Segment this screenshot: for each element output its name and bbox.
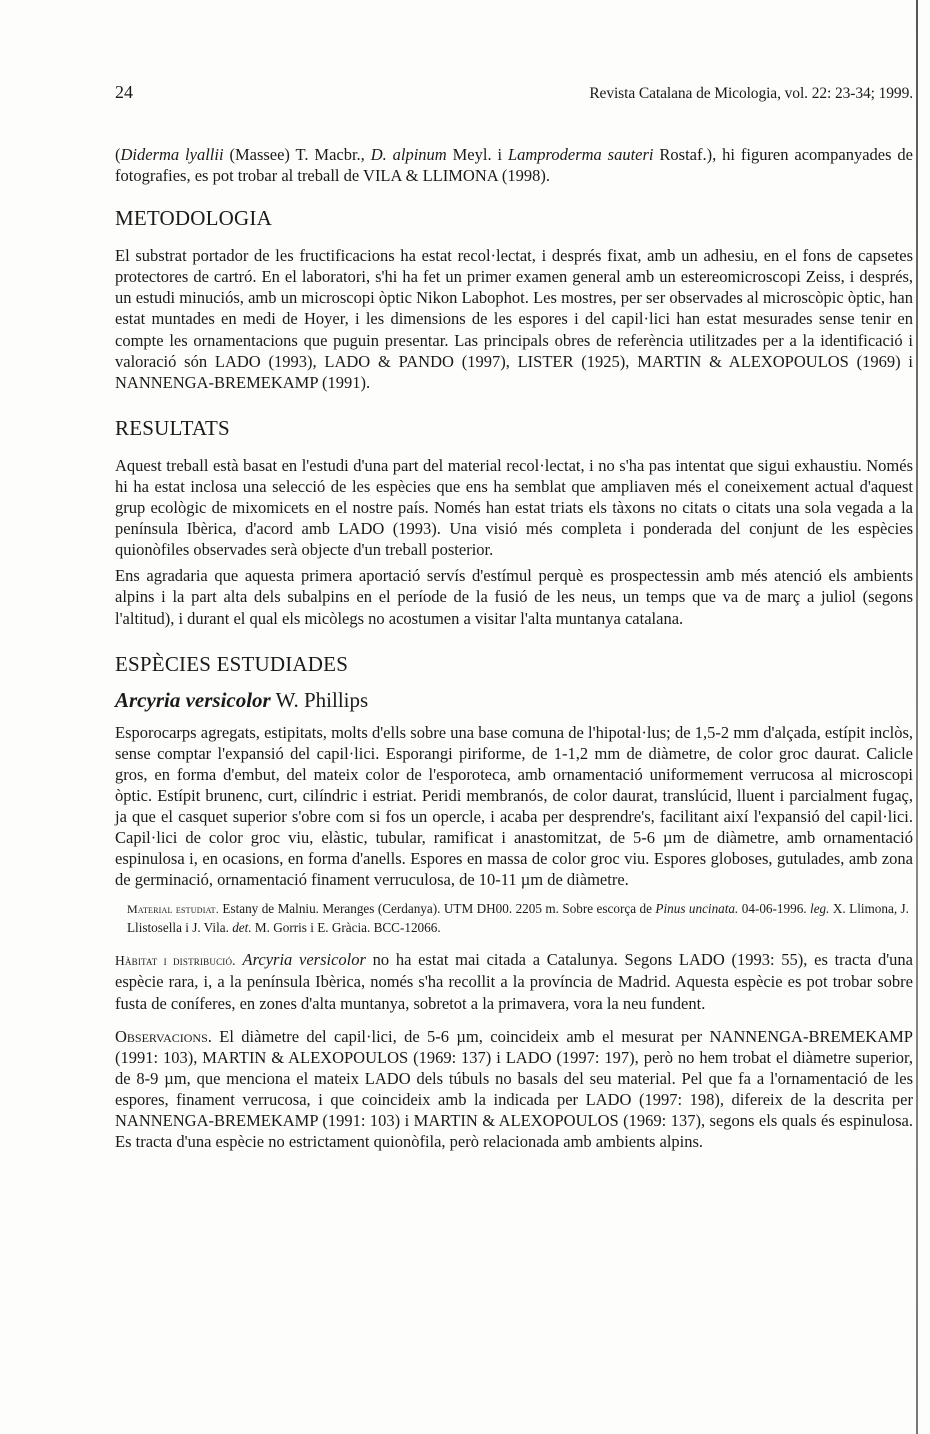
material-label: Material estudiat. — [127, 902, 219, 917]
observacions-paragraph: Observacions. El diàmetre del capil·lici, de 5-6 µm, coincideix amb el mesurat per NANNENGA-BREMEKAMP (1991: 103), MARTIN & ALEXOPOULOS (1969: 137) i LADO (1997: 197), però no hem trobat el diàmetre superior, de 8-9 µm, que menciona el mateix LADO dels túbuls no basals del seu material. Pel que fa a l'ornamentació de les espores, finament verrucosa, i que coincideix amb la indicada per LADO (1997: 198), difereix de la descrita per NANNENGA-BREMEKAMP (1991: 103) i MARTIN & ALEXOPOULOS (1969: 137), segons els quals és espinulosa. Es tracta d'una espècie no estrictament quionòfila, però relacionada amb ambients alpins. — [115, 1026, 913, 1152]
page-content — [115, 82, 913, 1152]
intro-taxon-3: Lamproderma sauteri — [507, 145, 654, 164]
intro-taxon-2: D. alpinum — [370, 145, 447, 164]
habitat-label: Hàbitat i distribució. — [115, 953, 236, 969]
heading-especies-estudiades: ESPÈCIES ESTUDIADES — [115, 651, 349, 676]
intro-paragraph: (Diderma lyallii (Massee) T. Macbr., D. alpinum Meyl. i Lamproderma sauteri Rostaf.), hi figuren acompanyades de fotografies, es pot trobar al treball de VILA & LLIMONA (1998). — [115, 145, 913, 186]
page-edge-line — [916, 0, 918, 1434]
intro-taxon-1: Diderma lyallii — [120, 145, 224, 164]
observacions-label: Observacions. — [115, 1026, 212, 1046]
running-header — [115, 82, 913, 104]
species-description: Esporocarps agregats, estipitats, molts d'ells sobre una base comuna de l'hipotal·lus; de 1,5-2 mm d'alçada, estípit inclòs, sense comptar l'expansió del capil·lici. Esporangi piriforme, de 1-1,2 mm de diàmetre, de color groc daurat. Calicle gros, en forma d'embut, del mateix color de l'esporoteca, amb ornamentació uniformement verrucosa al microscopi òptic. Estípit brunenc, curt, cilíndric i estriat. Peridi membranós, de color daurat, translúcid, lluent i parcialment fugaç, ja que el casquet superior s'obre com si fos un opercle, i acaba per desprendre's, facilitant així l'expansió del capil·lici. Capil·lici de color groc viu, elàstic, tubular, ramificat i anastomitzat, de 5-6 µm de diàmetre, amb ornamentació espinulosa i, en ocasions, en forma d'anells. Espores en massa de color groc viu. Espores globoses, gutulades, amb zona de germinació, ornamentació finament verruculosa, de 10-11 µm de diàmetre. — [115, 722, 913, 890]
species-author: W. Phillips — [270, 687, 369, 712]
species-name: Arcyria versicolor — [115, 687, 271, 712]
journal-reference: Revista Catalana de Micologia, vol. 22: 23-34; 1999. — [589, 85, 913, 102]
heading-metodologia: METODOLOGIA — [115, 206, 272, 231]
heading-resultats: RESULTATS — [115, 415, 230, 440]
material-estudiat: Material estudiat. Estany de Malniu. Meranges (Cerdanya). UTM DH00. 2205 m. Sobre escorça de Pinus uncinata. 04-06-1996. leg. X. Llimona, J. Llistosella i J. Vila. det. M. Gorris i E. Gràcia. BCC-12066. — [127, 901, 909, 935]
species-heading — [115, 687, 913, 713]
page-number: 24 — [115, 82, 133, 102]
metodologia-paragraph: El substrat portador de les fructificacions ha estat recol·lectat, i després fixat, amb un adhesiu, en el fons de capsetes protectores de cartró. En el laboratori, s'hi ha fet un primer examen general amb un estereomicroscopi Zeiss, i després, un estudi minuciós, amb un microscopi òptic Nikon Labophot. Les mostres, per ser observades al microscòpic òptic, han estat muntades en medi de Hoyer, i les dimensions de les espores i del capil·lici han estat mesurades sense tenir en compte les ornamentacions que puguin presentar. Las principals obres de referència utilitzades per a la identificació i valoració són LADO (1993), LADO & PANDO (1997), LISTER (1925), MARTIN & ALEXOPOULOS (1969) i NANNENGA-BREMEKAMP (1991). — [115, 246, 913, 392]
habitat-paragraph: Hàbitat i distribució. Arcyria versicolor no ha estat mai citada a Catalunya. Segons LADO (1993: 55), es tracta d'una espècie rara, i, a la península Ibèrica, només s'ha recollit a la província de Madrid. Aquesta espècie es pot trobar sobre fusta de coníferes, en zones d'alta muntanya, sobretot a la primavera, vora la neu fundent. — [115, 950, 913, 1013]
resultats-paragraph-1: Aquest treball està basat en l'estudi d'una part del material recol·lectat, i no s'ha pas intentat que sigui exhaustiu. Només hi ha estat inclosa una selecció de les espècies que ens ha semblat que ampliaven més el coneixement actual d'aquest grup ecològic de mixomicets en el nostre país. Només han estat triats els tàxons no citats o citats una sola vegada a la península Ibèrica, d'acord amb LADO (1993). Una visió més completa i ponderada del conjunt de les espècies quionòfiles observades serà objecte d'un treball posterior. — [115, 455, 913, 560]
resultats-paragraph-2: Ens agradaria que aquesta primera aportació servís d'estímul perquè es prospectessin amb més atenció els ambients alpins i la part alta dels subalpins en el període de la fusió de les neus, un temps que va de març a juliol (segons l'altitud), i durant el qual els micòlegs no acostumen a visitar l'alta muntanya catalana. — [115, 566, 913, 628]
